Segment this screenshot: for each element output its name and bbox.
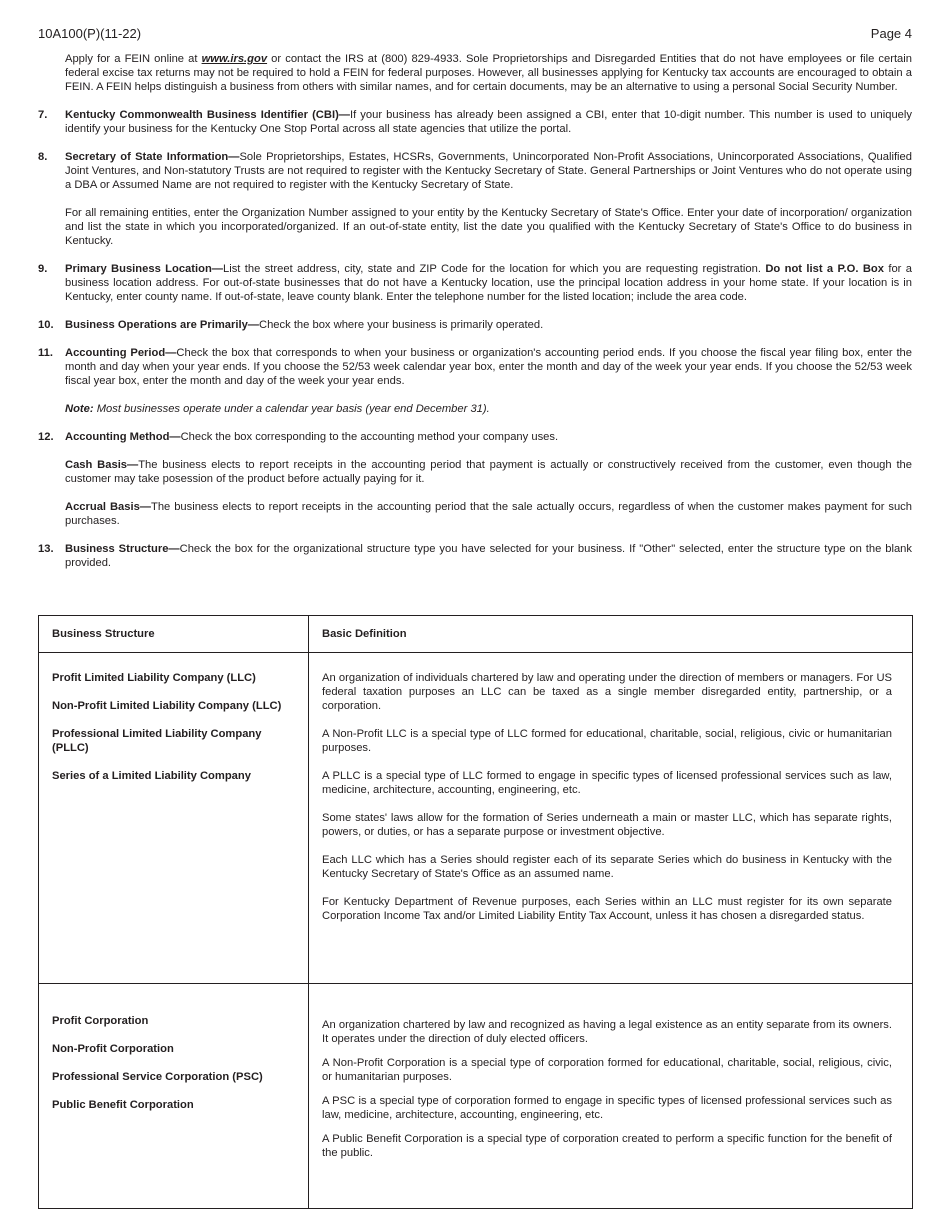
item-7-cbi [38,108,912,136]
item-10-operations [38,318,912,332]
header-business-structure: Business Structure [39,616,309,653]
item-8-sos [38,150,912,248]
item-9-location [38,262,912,304]
definition-text: A PSC is a special type of corporation formed to engage in specific types of licensed professional services such as law, medicine, architecture, accounting, engineering, etc. [322,1095,892,1121]
definition-text: A PLLC is a special type of LLC formed to engage in specific types of licensed professional services such as law, medicine, architecture, accounting, engineering, etc. [322,770,892,796]
definition-cell [309,984,913,1209]
definition-text: Some states' laws allow for the formation of Series underneath a main or master LLC, which has separate rights, powers, or duties, or has a separate purpose or investment objective. [322,812,892,838]
accrual-basis-title: Accrual Basis— [65,501,151,513]
cash-basis [65,458,912,486]
item-text: Check the box where your business is primarily operated. [259,319,544,331]
structure-cell [39,653,309,984]
structure-name: Profit Corporation [52,1015,149,1027]
instructions-body [38,52,912,584]
item-note [65,402,912,416]
item-emphasis: Do not list a P.O. Box [765,263,884,275]
page-number: Page 4 [870,26,912,41]
item-number: 10. [38,319,54,331]
item-text-2: For all remaining entities, enter the Organization Number assigned to your entity by the Kentucky Secretary of State's Office. Enter your date of incorporation/ organization and list the state in which you incorporated/organized. If an out-of-state entity, list the date you qualified with the Kentucky Secretary of State's Office to do business in Kentucky. [65,207,912,247]
cash-basis-text: The business elects to report receipts in the accounting period that payment is actually or constructively received from the customer, even though the customer may take posession of the product before actually paying for it. [65,459,912,485]
fein-intro [38,52,912,94]
definition-text: A Non-Profit LLC is a special type of LLC formed for educational, charitable, social, religious, civic or humanitarian purposes. [322,728,892,754]
definition-text: Each LLC which has a Series should register each of its separate Series which do business in Kentucky with the Kentucky Secretary of State's Office as an assumed name. [322,854,892,880]
table-row-llc [39,653,913,984]
item-text: Check the box for the organizational structure type you have selected for your business. If "Other" selected, enter the structure type on the blank provided. [65,543,912,569]
item-title: Secretary of State Information— [65,151,240,163]
item-number: 12. [38,431,54,443]
structure-name: Professional Limited Liability Company (PLLC) [52,728,262,754]
structure-name: Professional Service Corporation (PSC) [52,1071,263,1083]
structure-name: Series of a Limited Liability Company [52,770,251,782]
fein-intro-post: or contact the IRS at (800) 829-4933. Sole Proprietorships and Disregarded Entities that do not have employees or file certain federal excise tax returns may not be required to hold a FEIN for federal purposes. However, all businesses applying for Kentucky tax accounts are encouraged to obtain a FEIN. A FEIN helps distinguish a business from others with similar names, and for certain documents, may be an alternative to using a personal Social Security Number. [65,53,912,93]
item-11-period [38,346,912,416]
item-title: Accounting Period— [65,347,177,359]
item-text: If your business has already been assigned a CBI, enter that 10-digit number. This number is used to uniquely identify your business for the Kentucky One Stop Portal across all state agencies that utilize the portal. [65,109,912,135]
item-number: 7. [38,109,48,121]
note-text: Most businesses operate under a calendar year basis (year end December 31). [93,403,490,415]
accrual-basis [65,500,912,528]
item-13-structure [38,542,912,570]
item-text: Check the box that corresponds to when your business or organization's accounting period ends. If you choose the fiscal year filing box, enter the month and day when your year ends. If you choose the 52/53 week calendar year box, enter the month and day of the week your year ends. If you choose the 52/53 week fiscal year box, enter the month and day of the week your year ends. [65,347,913,387]
item-title: Accounting Method— [65,431,181,443]
table-row-corporation [39,984,913,1209]
definition-text: A Public Benefit Corporation is a special type of corporation created to perform a specific function for the benefit of the public. [322,1133,892,1159]
definition-text: An organization of individuals chartered by law and operating under the direction of members or managers. For US federal taxation purposes an LLC can be taxed as a single member disregarded entity, partnership, or a corporation. [322,672,892,712]
structure-cell [39,984,309,1209]
item-text: Sole Proprietorships, Estates, HCSRs, Governments, Unincorporated Non-Profit Associations, Unincorporated Associations, Qualified Joint Ventures, and Non-statutory Trusts are not required to register with the Kentucky Secretary of State. General Partnerships or Joint Ventures who do not operate using a DBA or Assumed Name are not required to register with the Kentucky Secretary of State. [65,151,912,191]
item-number: 8. [38,151,48,163]
note-label: Note: [65,403,94,415]
cash-basis-title: Cash Basis— [65,459,139,471]
table-header-row [39,616,913,653]
form-id: 10A100(P)(11-22) [38,26,142,41]
item-text-cont: for a business location address. For out-of-state businesses that do not have a Kentucky location, use the principal location address in your home state. If your location is in Kentucky, enter county name. If out-of-state, leave county blank. Enter the telephone number for the listed location; include the area code. [65,263,913,303]
item-number: 11. [38,347,53,359]
item-number: 13. [38,543,54,555]
item-text: Check the box corresponding to the accounting method your company uses. [180,431,559,443]
fein-intro-pre: Apply for a FEIN online at [65,53,202,65]
accrual-basis-text: The business elects to report receipts in the accounting period that the sale actually occurs, regardless of when the customer makes payment for such purchases. [65,501,912,527]
irs-link[interactable]: www.irs.gov [201,53,268,65]
definition-cell [309,653,913,984]
structure-name: Public Benefit Corporation [52,1099,194,1111]
header-basic-definition: Basic Definition [309,616,913,653]
item-title: Primary Business Location— [65,263,223,275]
structure-name: Non-Profit Limited Liability Company (LLC) [52,700,282,712]
definition-text: For Kentucky Department of Revenue purposes, each Series within an LLC must register for its own separate Corporation Income Tax and/or Limited Liability Entity Tax Account, unless it has chosen a disregarded status. [322,896,892,922]
item-title: Kentucky Commonwealth Business Identifier (CBI)— [65,109,350,121]
structure-name: Non-Profit Corporation [52,1043,174,1055]
item-12-method [38,430,912,528]
item-text: List the street address, city, state and ZIP Code for the location for which you are requesting registration. [222,263,766,275]
definition-text: A Non-Profit Corporation is a special type of corporation formed for educational, charitable, social, religious, civic, or humanitarian purposes. [322,1057,892,1083]
definition-text: An organization chartered by law and recognized as having a legal existence as an entity separate from its owners. It operates under the direction of duly elected officers. [322,1019,892,1045]
item-title: Business Structure— [65,543,180,555]
item-number: 9. [38,263,48,275]
business-structure-table [38,615,913,1209]
item-title: Business Operations are Primarily— [65,319,259,331]
structure-name: Profit Limited Liability Company (LLC) [52,672,256,684]
